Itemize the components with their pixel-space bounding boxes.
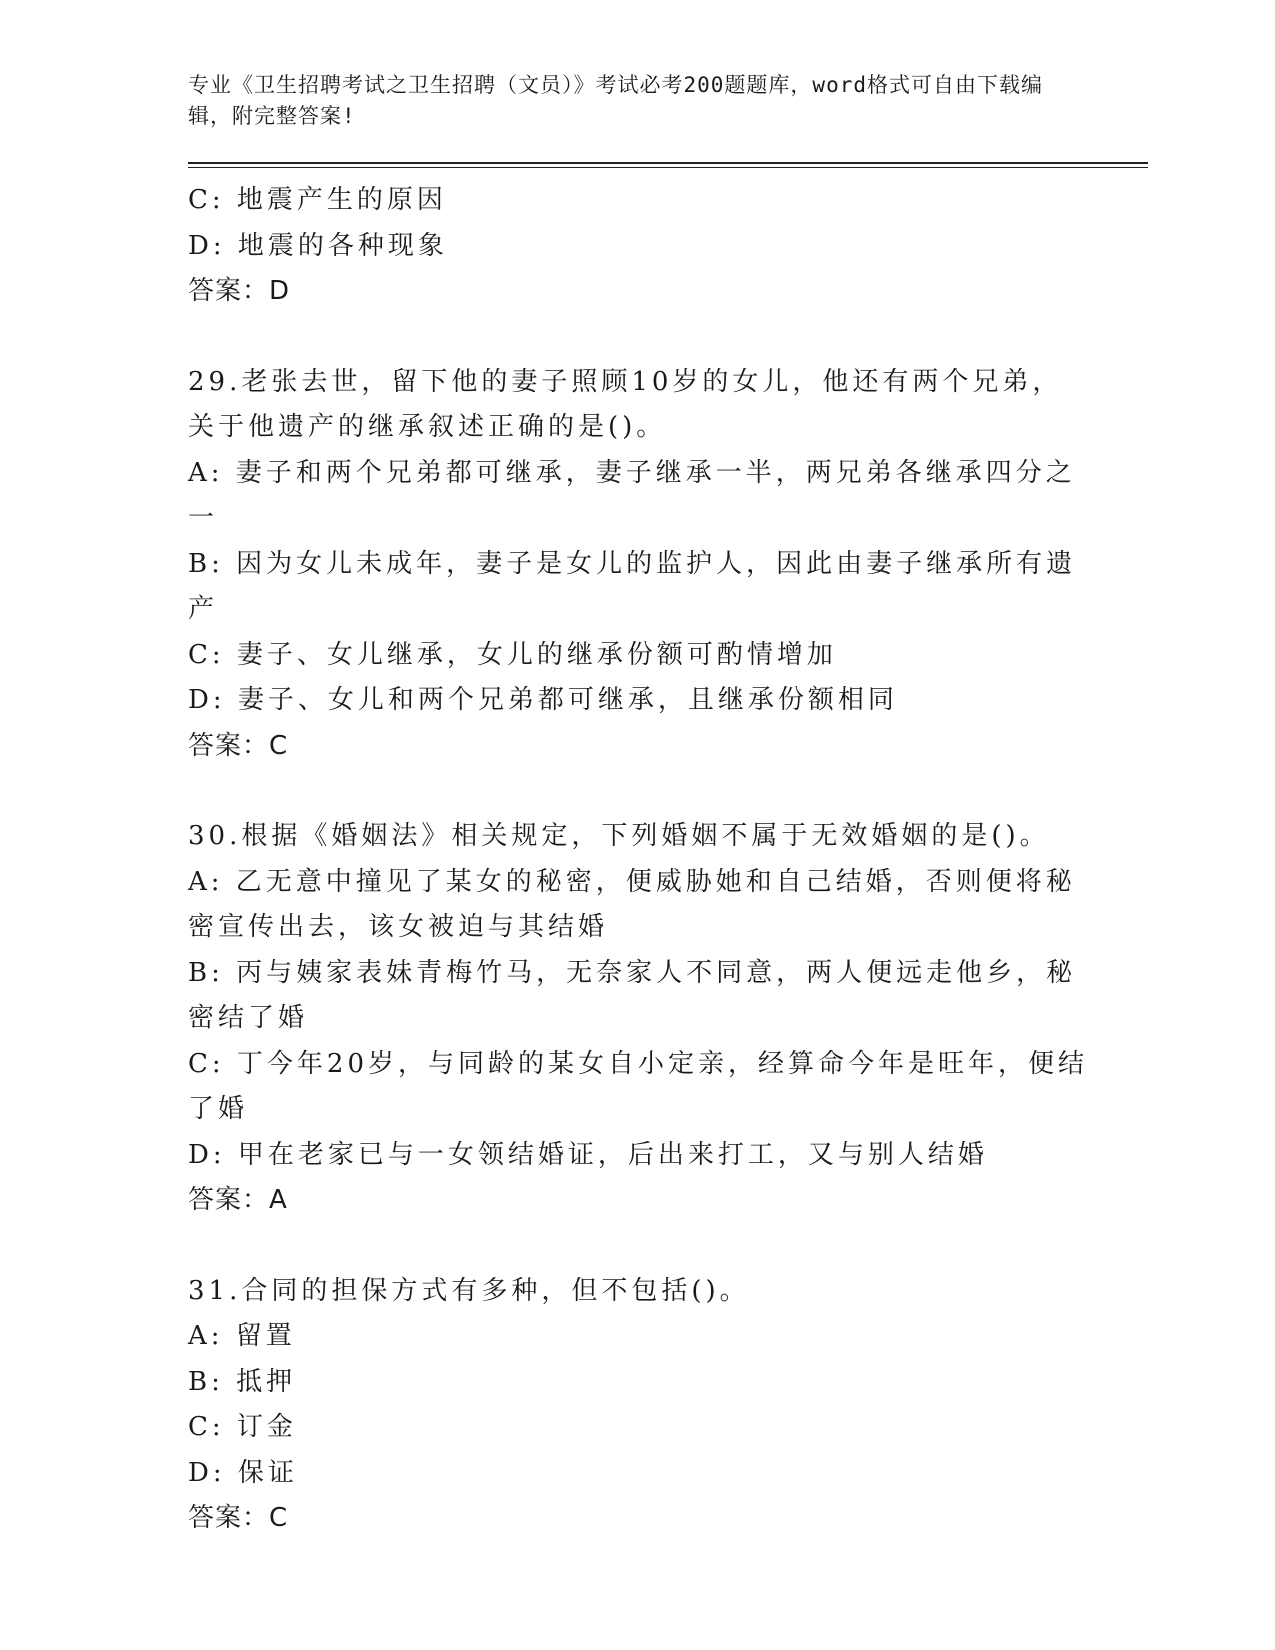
document-header: 专业《卫生招聘考试之卫生招聘（文员）》考试必考200题题库，word格式可自由下载编辑，附完整答案! <box>188 73 1043 128</box>
answer-line: 答案：A <box>188 1185 288 1215</box>
option-a: A: 留置 <box>188 1321 296 1351</box>
option-b: B: 抵押 <box>188 1366 297 1397</box>
question-30 <box>188 814 1088 1224</box>
document-page <box>188 70 1148 1542</box>
option-a: A: 乙无意中撞见了某女的秘密，便威胁她和自己结婚，否则便将秘密宣传出去，该女被迫与其结婚 <box>188 866 1076 942</box>
option-a: A: 妻子和两个兄弟都可继承，妻子继承一半，两兄弟各继承四分之一 <box>188 457 1076 533</box>
spacer <box>188 769 1088 814</box>
question-stem: 31.合同的担保方式有多种，但不包括()。 <box>188 1275 750 1306</box>
question-stem: 30.根据《婚姻法》相关规定，下列婚姻不属于无效婚姻的是()。 <box>188 821 1050 851</box>
question-29 <box>188 360 1088 770</box>
option-c: C: 妻子、女儿继承，女儿的继承份额可酌情增加 <box>188 639 837 670</box>
option-b: B: 因为女儿未成年，妻子是女儿的监护人，因此由妻子继承所有遗产 <box>188 548 1077 624</box>
header-divider <box>188 162 1148 168</box>
spacer <box>188 1224 1088 1269</box>
option-c: C: 订金 <box>188 1412 297 1442</box>
question-stem: 29.老张去世，留下他的妻子照顾10岁的女儿，他还有两个兄弟，关于他遗产的继承叙述正确的是()。 <box>188 366 1063 442</box>
spacer <box>188 315 1088 360</box>
option-d: D: 甲在老家已与一女领结婚证，后出来打工，又与别人结婚 <box>188 1139 988 1170</box>
option-d: D: 妻子、女儿和两个兄弟都可继承，且继承份额相同 <box>188 685 898 715</box>
option-c: C: 丁今年20岁，与同龄的某女自小定亲，经算命今年是旺年，便结了婚 <box>188 1048 1089 1124</box>
answer-line: 答案：D <box>188 276 291 306</box>
answer-line: 答案：C <box>188 730 289 761</box>
option-d: D: 地震的各种现象 <box>188 230 448 261</box>
answer-line: 答案：C <box>188 1503 289 1533</box>
previous-question-tail <box>188 178 1088 315</box>
option-b: B: 丙与姨家表妹青梅竹马，无奈家人不同意，两人便远走他乡，秘密结了婚 <box>188 957 1077 1033</box>
question-31 <box>188 1269 1088 1542</box>
question-list <box>188 178 1088 1542</box>
option-c: C: 地震产生的原因 <box>188 185 447 215</box>
option-d: D: 保证 <box>188 1457 298 1488</box>
